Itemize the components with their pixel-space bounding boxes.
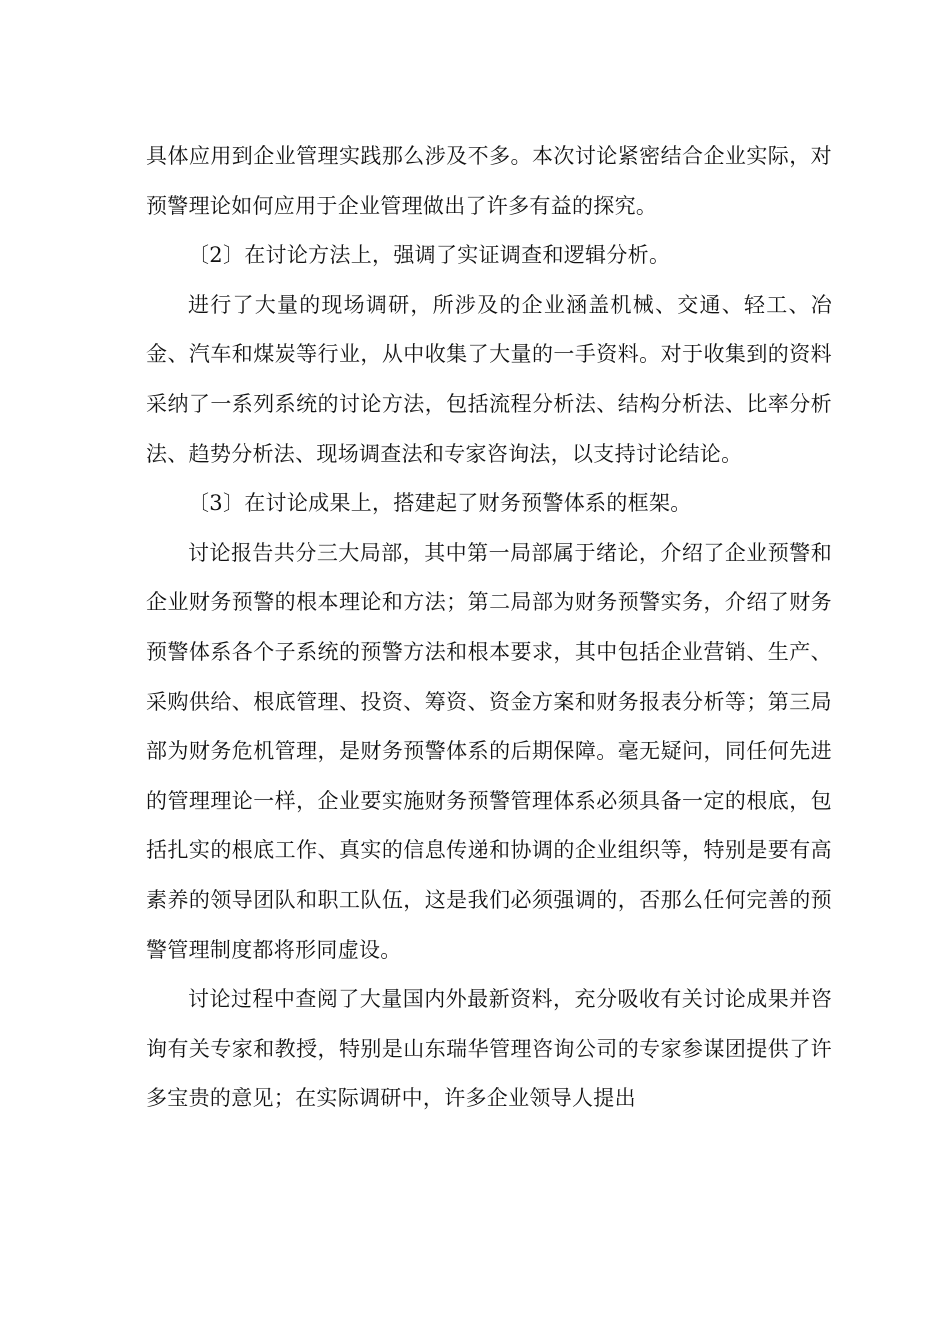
document-body xyxy=(146,132,832,1124)
paragraph-report-structure: 讨论报告共分三大局部，其中第一局部属于绪论，介绍了企业预警和企业财务预警的根本理论和方法；第二局部为财务预警实务，介绍了财务预警体系各个子系统的预警方法和根本要求，其中包括企业营销、生产、采购供给、根底管理、投资、筹资、资金方案和财务报表分析等；第三局部为财务危机管理，是财务预警体系的后期保障。毫无疑问，同任何先进的管理理论一样，企业要实施财务预警管理体系必须具备一定的根底，包括扎实的根底工作、真实的信息传递和协调的企业组织等，特别是要有高素养的领导团队和职工队伍，这是我们必须强调的，否那么任何完善的预警管理制度都将形同虚设。 xyxy=(146,540,832,962)
paragraph-field-research: 进行了大量的现场调研，所涉及的企业涵盖机械、交通、轻工、冶金、汽车和煤炭等行业，从中收集了大量的一手资料。对于收集到的资料采纳了一系列系统的讨论方法，包括流程分析法、结构分析法、比率分析法、趋势分析法、现场调查法和专家咨询法，以支持讨论结论。 xyxy=(146,292,832,466)
paragraph-continuation: 具体应用到企业管理实践那么涉及不多。本次讨论紧密结合企业实际，对预警理论如何应用于企业管理做出了许多有益的探究。 xyxy=(146,144,832,218)
paragraph-method-heading: 〔2〕在讨论方法上，强调了实证调查和逻辑分析。 xyxy=(188,243,671,268)
paragraph-results-heading: 〔3〕在讨论成果上，搭建起了财务预警体系的框架。 xyxy=(188,491,692,516)
paragraph-acknowledgement: 讨论过程中查阅了大量国内外最新资料，充分吸收有关讨论成果并咨询有关专家和教授，特别是山东瑞华管理咨询公司的专家参谋团提供了许多宝贵的意见；在实际调研中，许多企业领导人提出 xyxy=(146,987,832,1111)
